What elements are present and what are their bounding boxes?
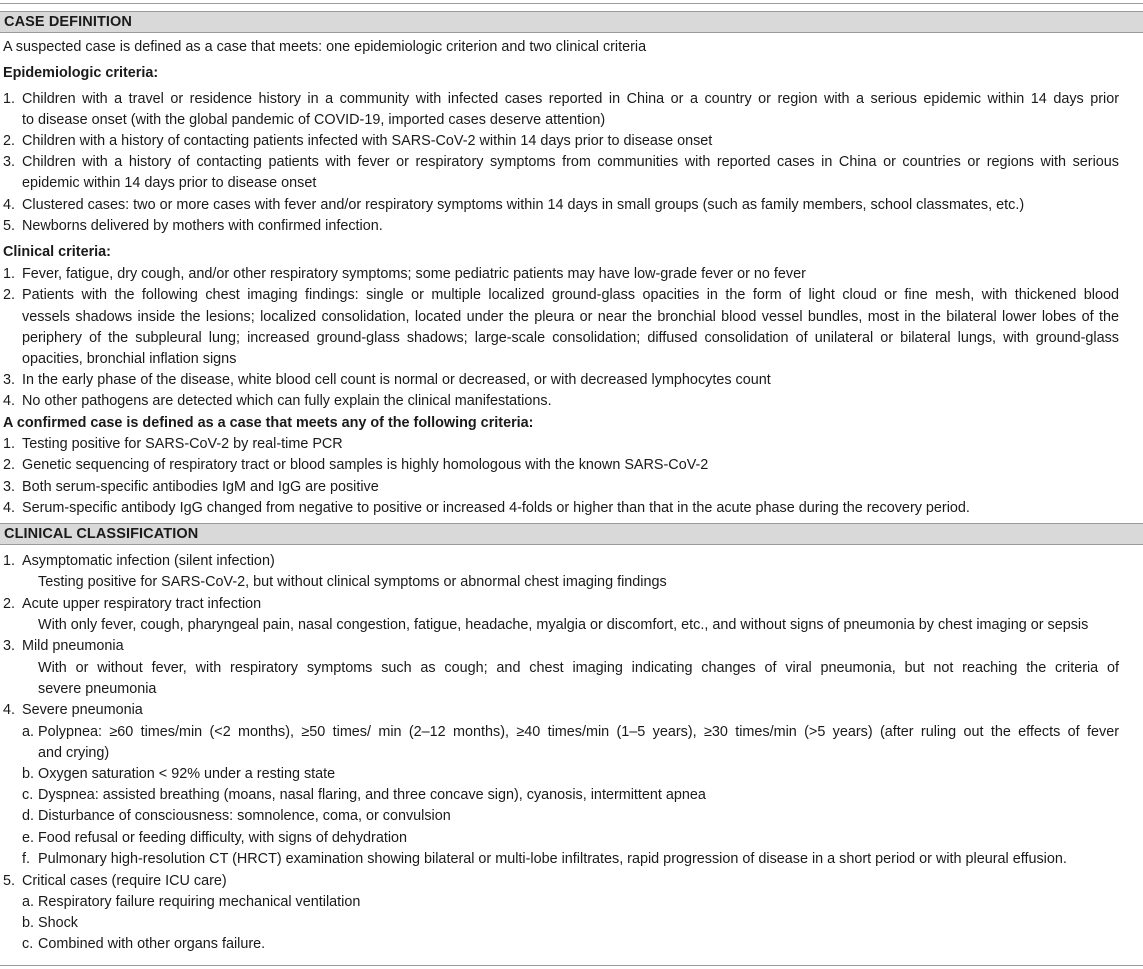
top-rule: [0, 3, 1143, 4]
item-number: 1.: [3, 91, 16, 107]
sub-item-text: Food refusal or feeding difficulty, with signs of dehydration: [38, 830, 408, 846]
item-number: 1.: [3, 436, 16, 452]
sub-item-letter: c.: [22, 787, 34, 803]
sub-item-text: Pulmonary high-resolution CT (HRCT) examination showing bilateral or multi-lobe infiltrates, rapid progression of disease in a short period or with pleural effusion.: [38, 851, 1067, 867]
sub-item-letter: f.: [22, 851, 30, 867]
sub-item-letter: b.: [22, 766, 35, 782]
item-number: 5.: [3, 218, 16, 234]
item-text: Patients with the following chest imaging findings: single or multiple localized ground-glass opacities in the form of light cloud or fine mesh, with thickened blood: [22, 287, 1119, 303]
item-text: Children with a travel or residence history in a community with infected cases reported in China or a country or region with a serious epidemic within 14 days prior: [22, 91, 1119, 107]
item-number: 4.: [3, 500, 16, 516]
case-definition-heading: CASE DEFINITION: [4, 14, 132, 30]
sub-item-letter: a.: [22, 894, 35, 910]
sub-item-text: Shock: [38, 915, 78, 931]
item-text: opacities, bronchial inflation signs: [22, 351, 237, 367]
item-number: 2.: [3, 457, 16, 473]
item-number: 1.: [3, 553, 16, 569]
item-number: 4.: [3, 197, 16, 213]
clinical-classification-heading: CLINICAL CLASSIFICATION: [4, 526, 199, 542]
sub-item-text: Respiratory failure requiring mechanical ventilation: [38, 894, 361, 910]
item-text: Newborns delivered by mothers with confirmed infection.: [22, 218, 383, 234]
item-number: 3.: [3, 154, 16, 170]
sub-item-letter: a.: [22, 724, 35, 740]
item-text: In the early phase of the disease, white blood cell count is normal or decreased, or with decreased lymphocytes count: [22, 372, 771, 388]
item-number: 3.: [3, 479, 16, 495]
item-number: 2.: [3, 133, 16, 149]
epi-heading: Epidemiologic criteria:: [3, 65, 159, 81]
item-text: epidemic within 14 days prior to disease onset: [22, 175, 317, 191]
item-text: to disease onset (with the global pandemic of COVID-19, imported cases deserve attention): [22, 112, 606, 128]
item-number: 3.: [3, 372, 16, 388]
item-text: No other pathogens are detected which can fully explain the clinical manifestations.: [22, 393, 552, 409]
item-title: Critical cases (require ICU care): [22, 873, 227, 889]
item-number: 3.: [3, 638, 16, 654]
item-number: 4.: [3, 702, 16, 718]
item-title: Severe pneumonia: [22, 702, 143, 718]
intro-text: A suspected case is defined as a case that meets: one epidemiologic criterion and two clinical criteria: [3, 39, 647, 55]
item-text: periphery of the subpleural lung; increased ground-glass shadows; large-scale consolidation; diffused consolidation of unilateral or bilateral lungs, with ground-glass: [22, 330, 1119, 346]
item-text: Genetic sequencing of respiratory tract or blood samples is highly homologous with the known SARS-CoV-2: [22, 457, 709, 473]
item-text: Children with a history of contacting patients with fever or respiratory symptoms from communities with reported cases in China or countries or regions with serious: [22, 154, 1119, 170]
clinical-classification-header: [0, 523, 1143, 545]
sub-item-letter: e.: [22, 830, 35, 846]
item-number: 2.: [3, 287, 16, 303]
item-text: With or without fever, with respiratory symptoms such as cough; and chest imaging indicating changes of viral pneumonia, but not reaching the criteria of: [38, 660, 1119, 676]
item-number: 4.: [3, 393, 16, 409]
sub-item-text: Combined with other organs failure.: [38, 936, 266, 952]
sub-item-letter: c.: [22, 936, 34, 952]
sub-item-text: Disturbance of consciousness: somnolence, coma, or convulsion: [38, 808, 451, 824]
confirmed-heading: A confirmed case is defined as a case that meets any of the following criteria:: [3, 415, 534, 431]
bottom-rule: [0, 965, 1143, 966]
sub-item-letter: b.: [22, 915, 35, 931]
item-text: Serum-specific antibody IgG changed from negative to positive or increased 4-folds or higher than that in the acute phase during the recovery period.: [22, 500, 970, 516]
sub-item-text: Polypnea: ≥60 times/min (<2 months), ≥50 times/ min (2–12 months), ≥40 times/min (1–5 years), ≥30 times/min (>5 years) (after ruling out the effects of fever: [38, 724, 1119, 740]
sub-item-text: Dyspnea: assisted breathing (moans, nasal flaring, and three concave sign), cyanosis, intermittent apnea: [38, 787, 706, 803]
item-text: Children with a history of contacting patients infected with SARS-CoV-2 within 14 days prior to disease onset: [22, 133, 713, 149]
item-title: Acute upper respiratory tract infection: [22, 596, 262, 612]
case-definition-header: [0, 11, 1143, 33]
item-text: Fever, fatigue, dry cough, and/or other respiratory symptoms; some pediatric patients may have low-grade fever or no fever: [22, 266, 806, 282]
sub-item-letter: d.: [22, 808, 35, 824]
item-number: 2.: [3, 596, 16, 612]
item-text: Testing positive for SARS-CoV-2 by real-time PCR: [22, 436, 343, 452]
clin-heading: Clinical criteria:: [3, 244, 111, 260]
item-title: Mild pneumonia: [22, 638, 124, 654]
sub-item-text: Oxygen saturation < 92% under a resting state: [38, 766, 336, 782]
item-number: 5.: [3, 873, 16, 889]
item-text: vessels shadows inside the lesions; localized consolidation, located under the pleura or near the bronchial blood vessel bundles, most in the bilateral lower lobes of the: [22, 309, 1119, 325]
item-text: Clustered cases: two or more cases with fever and/or respiratory symptoms within 14 days in small groups (such as family members, school classmates, etc.): [22, 197, 1025, 213]
item-title: Asymptomatic infection (silent infection): [22, 553, 275, 569]
item-text: With only fever, cough, pharyngeal pain, nasal congestion, fatigue, headache, myalgia or discomfort, etc., and without signs of pneumonia by chest imaging or sepsis: [38, 617, 1089, 633]
item-text: Testing positive for SARS-CoV-2, but without clinical symptoms or abnormal chest imaging findings: [38, 574, 667, 590]
sub-item-text: and crying): [38, 745, 110, 761]
item-text: Both serum-specific antibodies IgM and IgG are positive: [22, 479, 379, 495]
item-text: severe pneumonia: [38, 681, 157, 697]
item-number: 1.: [3, 266, 16, 282]
